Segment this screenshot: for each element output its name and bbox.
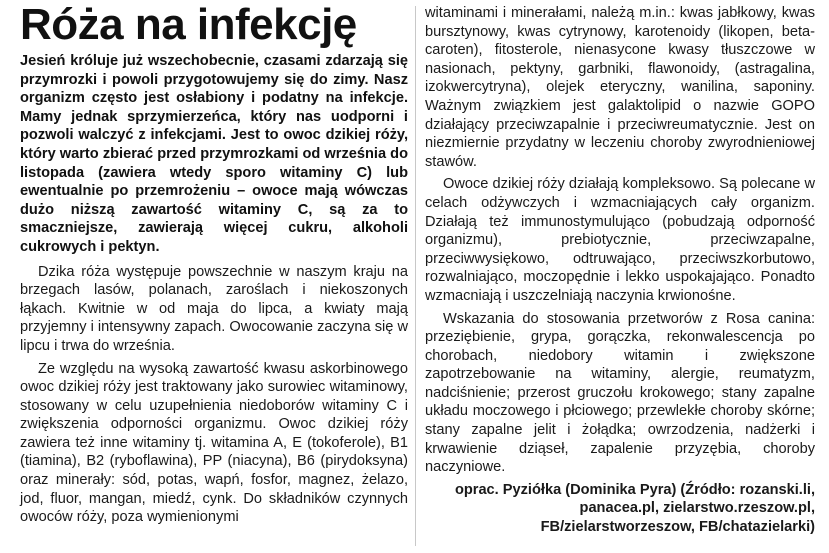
article-title: Róża na infekcję	[20, 0, 357, 49]
right-column	[425, 4, 815, 537]
paragraph-vitamins-continued: witaminami i minerałami, należą m.in.: kwas jabłkowy, kwas bursztynowy, kwas cytrynowy, karotenoidy (likopen, beta-caroten), fitosterole, nienasycone kwasy tłuszczowe w nasionach, pektyny, garbniki, flawonoidy, (astragalina, izokwercytryna), olejek eteryczny, wanilina, saponiny. Ważnym związkiem jest galaktolipid o nazwie GOPO działający przeciwzapalnie i przeciwreumatycznie. Jest on niezmiernie przydatny w leczeniu choroby zwyrodnieniowej stawów.	[425, 5, 815, 170]
paragraph-effects: Owoce dzikiej róży działają kompleksowo. Są polecane w celach odżywczych i wzmacniających cały organizm. Działają też immunostymulująco (pobudzają odporność organizmu), prebiotycznie, przeciwzapalne, przeciwwysiękowo, odtruwająco, przeciwszkorbutowo, rozwalniająco, moczopędnie i lekko uspokajająco. Ponadto wzmacniają i uszczelniają naczynia krwionośne.	[425, 176, 815, 304]
paragraph-vitamins-start: Ze względu na wysoką zawartość kwasu askorbinowego owoc dzikiej róży jest traktowany jako surowiec witaminowy, stosowany w celu uzupełnienia niedoborów witaminy C i zwiększenia odporności organizmu. Owoc dzikiej róży zawiera też inne witaminy tj. witamina A, E (tokoferole), B1 (tiamina), B2 (ryboflawina), PP (niacyna), B6 (pirydoksyna) oraz minerały: sód, potas, wapń, fosfor, magnez, żelazo, jod, fluor, mangan, miedź, cynk. Do składników czynnych owoców róży, poza wymienionymi	[20, 360, 408, 526]
article-lead: Jesień króluje już wszechobecnie, czasami zdarzają się przymrozki i powoli przygotowujemy się do zimy. Nasz organizm często jest osłabiony i podatny na infekcje. Mamy jednak sprzymierzeńca, który nas uodporni i pozwoli walczyć z infekcjami. Jest to owoc dzikiej róży, który warto zbierać przed przymrozkami od września do listopada (zawiera wtedy sporo witaminy C) lub ewentualnie po przemrożeniu – owoce mają wówczas dużo niższą zawartość witaminy C, są za to smaczniejsze, zawierają więcej cukru, alkoholi cukrowych i pektyn.	[20, 53, 408, 255]
paragraph-habitat: Dzika róża występuje powszechnie w naszym kraju na brzegach lasów, polanach, zaroślach i niekoszonych łąkach. Kwitnie w od maja do lipca, a kwiaty mają przyjemny i intensywny zapach. Owocowanie zaczyna się w lipcu i trwa do września.	[20, 263, 408, 354]
article-byline: oprac. Pyziółka (Dominika Pyra) (Źródło: rozanski.li, panacea.pl, zielarstwo.rzeszow.pl, FB/zielarstworzeszow, FB/chatazielarki)	[454, 481, 815, 536]
paragraph-indications: Wskazania do stosowania przetworów z Rosa canina: przeziębienie, grypa, gorączka, rekonwalescencja po chorobach, niedobory witamin i zwiększone zapotrzebowanie na witaminy, alergie, reumatyzm, nadciśnienie; przerost gruczołu krokowego; stany zapalne układu moczowego i płciowego; przewlekłe choroby skórne; stany zapalne jelit i żołądka; owrzodzenia, nadżerki i krwawienie dziąseł, zapalenie przyzębia, choroby naczyniowe.	[425, 310, 815, 476]
left-column	[20, 0, 408, 527]
column-divider	[415, 6, 416, 546]
